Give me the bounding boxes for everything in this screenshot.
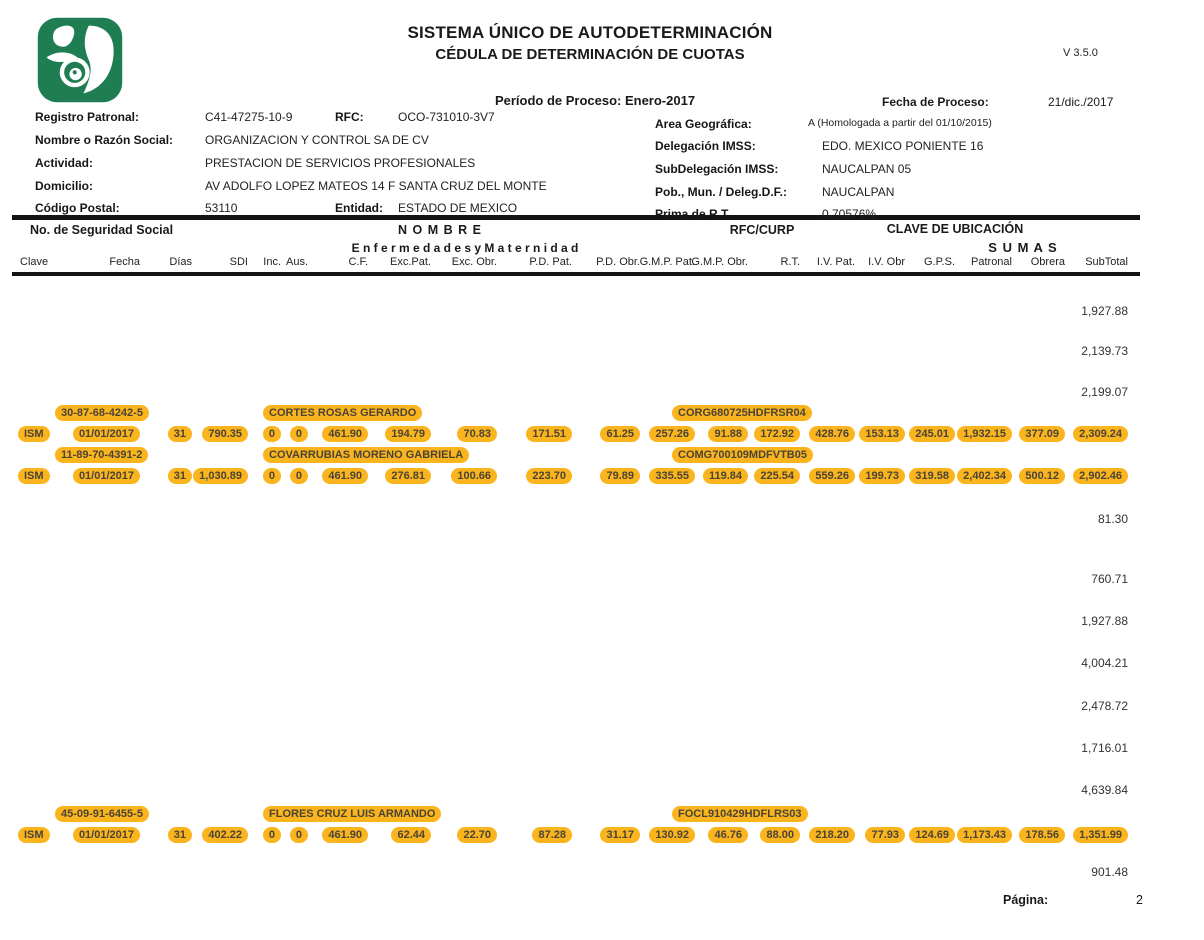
- info-value: A (Homologada a partir del 01/10/2015): [808, 117, 992, 129]
- col-group-nombre: N O M B R E: [398, 223, 482, 237]
- column-header-aus: Aus.: [285, 256, 308, 268]
- doc-subtitle: CÉDULA DE DETERMINACIÓN DE CUOTAS: [435, 46, 745, 63]
- cell-pd-pat: 171.51: [526, 426, 572, 442]
- info-label: Domicilio:: [35, 179, 94, 193]
- cell-sdi: 790.35: [202, 426, 248, 442]
- cell-patronal: 2,402.34: [957, 468, 1012, 484]
- column-header-subtotal: SubTotal: [1085, 256, 1128, 268]
- cell-aus: 0: [290, 468, 308, 484]
- col-group-nss: No. de Seguridad Social: [30, 223, 174, 237]
- info-value: C41-47275-10-9: [205, 110, 293, 124]
- col-group-rfc-curp: RFC/CURP: [729, 223, 795, 237]
- column-header-dias: Días: [169, 256, 192, 268]
- info-value: OCO-731010-3V7: [398, 110, 495, 124]
- info-label: Prima de R.T.: [655, 207, 731, 221]
- column-header-gps: G.P.S.: [924, 256, 955, 268]
- subtotal-value: 1,927.88: [1081, 614, 1128, 628]
- info-label: Registro Patronal:: [35, 110, 140, 124]
- info-value: EDO. MEXICO PONIENTE 16: [822, 139, 984, 153]
- column-header-pd-obr: P.D. Obr.: [596, 256, 640, 268]
- cell-gmp-pat: 130.92: [649, 827, 695, 843]
- cell-dias: 31: [168, 468, 192, 484]
- info-value: PRESTACION DE SERVICIOS PROFESIONALES: [205, 156, 476, 170]
- divider-header: [12, 272, 1140, 276]
- cell-patronal: 1,932.15: [957, 426, 1012, 442]
- cell-subtotal: 2,309.24: [1073, 426, 1128, 442]
- cell-cf: 461.90: [322, 426, 368, 442]
- cell-gmp-obr: 119.84: [703, 468, 748, 484]
- cell-exc-pat: 62.44: [391, 827, 431, 843]
- cell-cf: 461.90: [322, 468, 368, 484]
- fecha-proceso-label: Fecha de Proceso:: [882, 95, 989, 109]
- cell-clave: ISM: [18, 426, 50, 442]
- column-header-pd-pat: P.D. Pat.: [529, 256, 572, 268]
- employee-name: CORTES ROSAS GERARDO: [263, 405, 422, 421]
- column-header-iv-pat: I.V. Pat.: [816, 256, 855, 268]
- cell-iv-pat: 559.26: [809, 468, 855, 484]
- cell-gmp-pat: 335.55: [649, 468, 695, 484]
- cell-clave: ISM: [18, 827, 50, 843]
- cell-obrera: 178.56: [1019, 827, 1065, 843]
- cell-exc-obr: 100.66: [451, 468, 497, 484]
- cell-inc: 0: [263, 827, 281, 843]
- column-header-exc-pat: Exc.Pat.: [390, 256, 431, 268]
- cell-aus: 0: [290, 426, 308, 442]
- subtotal-value: 4,639.84: [1081, 783, 1128, 797]
- imss-eagle-icon: [35, 16, 125, 104]
- info-label: RFC:: [335, 110, 364, 124]
- info-label: Area Geográfica:: [655, 117, 752, 131]
- imss-logo: [35, 16, 125, 109]
- cell-obrera: 500.12: [1019, 468, 1065, 484]
- nss-value: 11-89-70-4391-2: [55, 447, 148, 463]
- info-label: Entidad:: [335, 201, 383, 215]
- cell-subtotal: 2,902.46: [1073, 468, 1128, 484]
- subtotal-value: 1,927.88: [1081, 304, 1128, 318]
- info-label: Pob., Mun. / Deleg.D.F.:: [655, 185, 787, 199]
- curp-value: CORG680725HDFRSR04: [672, 405, 812, 421]
- cell-rt: 172.92: [754, 426, 800, 442]
- cell-pd-pat: 87.28: [532, 827, 572, 843]
- cell-iv-pat: 428.76: [809, 426, 855, 442]
- cell-iv-obr: 153.13: [859, 426, 905, 442]
- cell-gmp-obr: 46.76: [708, 827, 748, 843]
- info-label: Código Postal:: [35, 201, 120, 215]
- subtotal-value: 1,716.01: [1081, 741, 1128, 755]
- info-value: NAUCALPAN: [822, 185, 895, 199]
- column-header-iv-obr: I.V. Obr: [868, 256, 905, 268]
- info-value: NAUCALPAN 05: [822, 162, 912, 176]
- info-label: Actividad:: [35, 156, 94, 170]
- column-header-clave: Clave: [20, 256, 49, 268]
- employee-name: FLORES CRUZ LUIS ARMANDO: [263, 806, 441, 822]
- subtotal-value: 760.71: [1091, 572, 1128, 586]
- cell-aus: 0: [290, 827, 308, 843]
- column-header-gmp-pat: G.M.P. Pat.: [639, 256, 695, 268]
- cell-dias: 31: [168, 827, 192, 843]
- cell-exc-pat: 194.79: [385, 426, 431, 442]
- cell-gps: 319.58: [909, 468, 955, 484]
- cell-gps: 245.01: [909, 426, 955, 442]
- col-group-clave-ubicacion: CLAVE DE UBICACIÓN: [886, 222, 1024, 236]
- cell-sdi: 1,030.89: [193, 468, 248, 484]
- info-label: Nombre o Razón Social:: [35, 133, 174, 147]
- cell-iv-obr: 199.73: [859, 468, 905, 484]
- app-title: SISTEMA ÚNICO DE AUTODETERMINACIÓN: [407, 23, 773, 42]
- cell-pd-pat: 223.70: [526, 468, 572, 484]
- cell-iv-pat: 218.20: [809, 827, 855, 843]
- pagina-label: Página:: [1003, 893, 1049, 907]
- subtotal-value: 2,478.72: [1081, 699, 1128, 713]
- cell-sdi: 402.22: [202, 827, 248, 843]
- version-label: V 3.5.0: [1063, 47, 1098, 59]
- cell-inc: 0: [263, 468, 281, 484]
- col-group-sumas: S U M A S: [988, 240, 1058, 255]
- curp-value: FOCL910429HDFLRS03: [672, 806, 808, 822]
- divider-top: [12, 215, 1140, 220]
- cell-subtotal: 1,351.99: [1073, 827, 1128, 843]
- info-value: 53110: [205, 201, 238, 215]
- subtotal-value: 2,139.73: [1081, 344, 1128, 358]
- cell-pd-obr: 61.25: [600, 426, 640, 442]
- cell-cf: 461.90: [322, 827, 368, 843]
- cell-exc-obr: 22.70: [457, 827, 497, 843]
- column-header-sdi: SDI: [229, 256, 248, 268]
- cell-fecha: 01/01/2017: [73, 827, 140, 843]
- info-label: Delegación IMSS:: [655, 139, 756, 153]
- col-group-enfermedades-maternidad: E n f e r m e d a d e s y M a t e r n i d a d: [351, 241, 579, 255]
- column-header-inc: Inc.: [263, 256, 281, 268]
- cell-clave: ISM: [18, 468, 50, 484]
- cell-fecha: 01/01/2017: [73, 468, 140, 484]
- employee-name: COVARRUBIAS MORENO GABRIELA: [263, 447, 469, 463]
- column-header-cf: C.F.: [348, 256, 368, 268]
- cell-pd-obr: 79.89: [600, 468, 640, 484]
- fecha-proceso-value: 21/dic./2017: [1048, 95, 1114, 109]
- column-header-exc-obr: Exc. Obr.: [451, 256, 497, 268]
- cell-inc: 0: [263, 426, 281, 442]
- column-header-obrera: Obrera: [1030, 256, 1065, 268]
- cell-exc-pat: 276.81: [385, 468, 431, 484]
- cell-obrera: 377.09: [1019, 426, 1065, 442]
- subtotal-value: 2,199.07: [1081, 385, 1128, 399]
- cell-rt: 225.54: [754, 468, 800, 484]
- column-header-patronal: Patronal: [971, 256, 1012, 268]
- nss-value: 30-87-68-4242-5: [55, 405, 149, 421]
- info-value: ORGANIZACION Y CONTROL SA DE CV: [205, 133, 429, 147]
- subtotal-value: 81.30: [1097, 512, 1128, 526]
- cell-gmp-obr: 91.88: [708, 426, 748, 442]
- nss-value: 45-09-91-6455-5: [55, 806, 149, 822]
- column-header-rt: R.T.: [780, 256, 800, 268]
- info-value: 0.70576%: [822, 207, 877, 221]
- info-label: SubDelegación IMSS:: [655, 162, 779, 176]
- curp-value: COMG700109MDFVTB05: [672, 447, 813, 463]
- cell-patronal: 1,173.43: [957, 827, 1012, 843]
- periodo-proceso: Período de Proceso: Enero-2017: [494, 93, 696, 108]
- cell-gmp-pat: 257.26: [649, 426, 695, 442]
- pagina-value: 2: [1136, 893, 1143, 907]
- cell-fecha: 01/01/2017: [73, 426, 140, 442]
- cell-gps: 124.69: [909, 827, 955, 843]
- cell-rt: 88.00: [760, 827, 800, 843]
- column-header-gmp-obr: G.M.P. Obr.: [691, 256, 748, 268]
- info-value: ESTADO DE MEXICO: [398, 201, 518, 215]
- info-value: AV ADOLFO LOPEZ MATEOS 14 F SANTA CRUZ DEL MONTE: [205, 179, 547, 193]
- cell-exc-obr: 70.83: [457, 426, 497, 442]
- cell-dias: 31: [168, 426, 192, 442]
- cell-pd-obr: 31.17: [600, 827, 640, 843]
- subtotal-value: 901.48: [1091, 865, 1128, 879]
- subtotal-value: 4,004.21: [1081, 656, 1128, 670]
- column-header-fecha: Fecha: [109, 256, 140, 268]
- cell-iv-obr: 77.93: [865, 827, 905, 843]
